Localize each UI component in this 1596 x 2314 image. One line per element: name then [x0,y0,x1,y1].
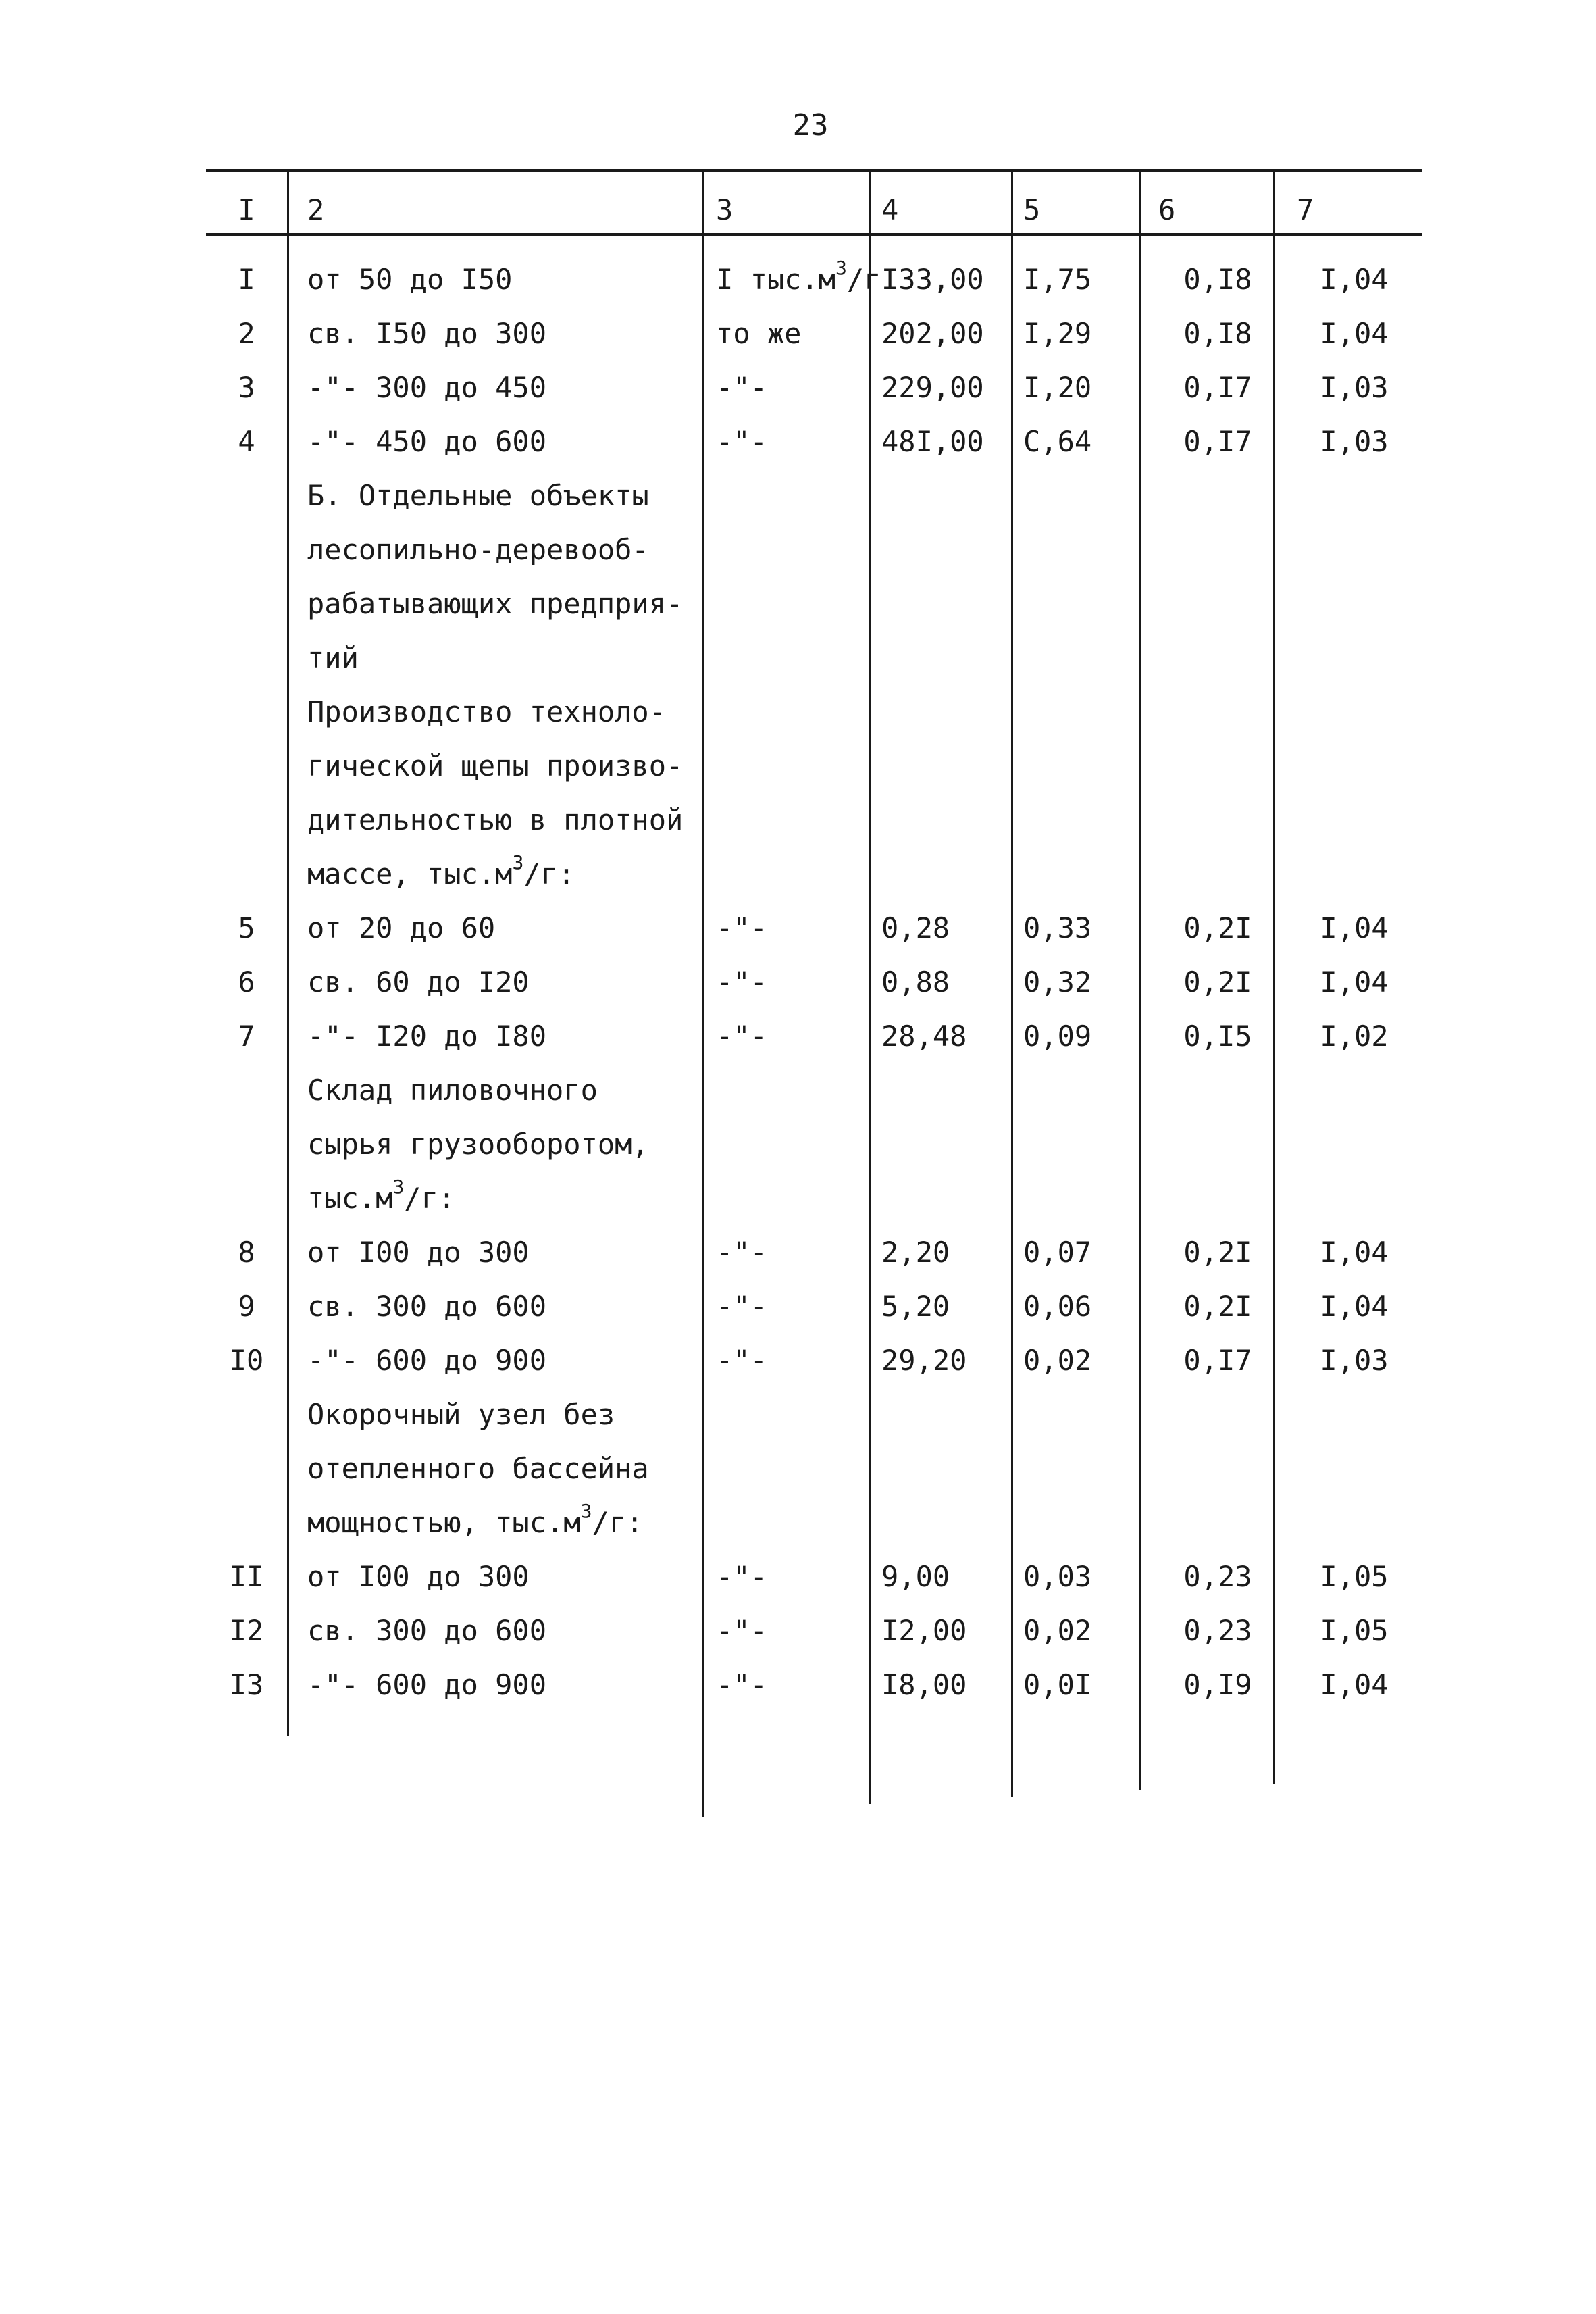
section-text: $тыс.м^3/г$: [307,1176,456,1215]
row-value-4: 229,00 [881,371,984,404]
row-number: 8 [238,1236,255,1269]
row-value-6: 0,23 [1183,1560,1252,1593]
row-unit: -"- [716,371,767,404]
header-col-4: 4 [881,193,899,226]
row-value-4: 202,00 [881,317,984,350]
header-col-2: 2 [307,193,325,226]
row-number: I [238,263,255,296]
row-value-7: I,04 [1320,911,1389,945]
row-number: I3 [229,1668,264,1701]
row-description: св. 300 до 600 [307,1290,547,1323]
row-value-5: 0,0I [1023,1668,1092,1701]
row-description: от 50 до I50 [307,263,513,296]
section-text: Окорочный узел без [307,1398,615,1431]
row-value-4: 48I,00 [881,425,984,458]
section-text: дительностью в плотной [307,803,684,836]
row-value-6: 0,I7 [1183,1344,1252,1377]
header-col-6: 6 [1158,193,1176,226]
row-number: 2 [238,317,255,350]
row-number: I0 [229,1344,264,1377]
row-value-5: 0,09 [1023,1020,1092,1053]
row-value-4: I2,00 [881,1614,967,1647]
row-description: -"- I20 до I80 [307,1020,547,1053]
row-unit: -"- [716,1614,767,1647]
row-unit: -"- [716,1020,767,1053]
section-text: Б. Отдельные объекты [307,479,649,512]
row-unit: -"- [716,1668,767,1701]
row-value-7: I,04 [1320,1668,1389,1701]
row-value-5: C,64 [1023,425,1092,458]
header-col-1: I [238,193,255,226]
row-description: -"- 300 до 450 [307,371,547,404]
row-value-7: I,04 [1320,317,1389,350]
row-value-7: I,04 [1320,1236,1389,1269]
row-number: 4 [238,425,255,458]
row-value-6: 0,I7 [1183,371,1252,404]
row-value-5: I,29 [1023,317,1092,350]
row-description: -"- 600 до 900 [307,1668,547,1701]
section-text: массе, $тыс.м^3/г$: [307,851,575,890]
row-description: св. I50 до 300 [307,317,547,350]
row-value-6: 0,23 [1183,1614,1252,1647]
page-number: 23 [792,108,829,143]
row-value-6: 0,I5 [1183,1020,1252,1053]
row-value-4: 28,48 [881,1020,967,1053]
section-text: рабатывающих предприя- [307,587,684,620]
row-value-4: 29,20 [881,1344,967,1377]
row-value-5: 0,32 [1023,965,1092,999]
row-description: св. 60 до I20 [307,965,530,999]
row-value-5: 0,03 [1023,1560,1092,1593]
section-text: отепленного бассейна [307,1452,649,1485]
row-unit: то же [716,317,802,350]
row-value-4: 2,20 [881,1236,950,1269]
header-col-5: 5 [1023,193,1041,226]
header-col-3: 3 [716,193,733,226]
row-number: II [229,1560,264,1593]
row-value-5: 0,02 [1023,1614,1092,1647]
row-value-7: I,05 [1320,1560,1389,1593]
row-description: от I00 до 300 [307,1236,530,1269]
row-unit: -"- [716,1236,767,1269]
row-value-5: 0,07 [1023,1236,1092,1269]
row-value-4: 9,00 [881,1560,950,1593]
row-value-5: I,75 [1023,263,1092,296]
row-value-6: 0,2I [1183,1236,1252,1269]
row-value-6: 0,I8 [1183,263,1252,296]
section-text: сырья грузооборотом, [307,1128,649,1161]
row-unit: -"- [716,1560,767,1593]
row-value-6: 0,I7 [1183,425,1252,458]
row-unit: -"- [716,965,767,999]
row-number: I2 [229,1614,264,1647]
row-value-7: I,04 [1320,263,1389,296]
row-number: 6 [238,965,255,999]
row-unit: -"- [716,425,767,458]
table-header-rule [206,233,1422,236]
section-text: тий [307,641,359,674]
row-value-6: 0,I9 [1183,1668,1252,1701]
row-value-4: 5,20 [881,1290,950,1323]
column-divider [869,169,871,1804]
row-value-7: I,03 [1320,371,1389,404]
row-number: 7 [238,1020,255,1053]
row-description: от I00 до 300 [307,1560,530,1593]
column-divider [1011,169,1013,1797]
row-description: -"- 600 до 900 [307,1344,547,1377]
row-value-7: I,03 [1320,425,1389,458]
row-value-5: I,20 [1023,371,1092,404]
column-divider [287,169,289,1736]
section-text: лесопильно-деревооб- [307,533,649,566]
row-number: 3 [238,371,255,404]
row-value-7: I,05 [1320,1614,1389,1647]
row-description: св. 300 до 600 [307,1614,547,1647]
row-unit: -"- [716,911,767,945]
section-text: гической щепы произво- [307,749,684,782]
row-value-5: 0,06 [1023,1290,1092,1323]
row-value-6: 0,2I [1183,1290,1252,1323]
row-number: 9 [238,1290,255,1323]
section-text: Склад пиловочного [307,1074,598,1107]
row-number: 5 [238,911,255,945]
row-value-5: 0,33 [1023,911,1092,945]
column-divider [1139,169,1141,1790]
row-value-6: 0,2I [1183,911,1252,945]
row-value-4: 0,28 [881,911,950,945]
row-value-4: I33,00 [881,263,984,296]
row-value-7: I,04 [1320,965,1389,999]
header-col-7: 7 [1297,193,1314,226]
row-value-5: 0,02 [1023,1344,1092,1377]
data-table [206,169,1422,1817]
row-value-7: I,03 [1320,1344,1389,1377]
row-unit: -"- [716,1290,767,1323]
row-value-7: I,04 [1320,1290,1389,1323]
row-unit: -"- [716,1344,767,1377]
row-value-4: I8,00 [881,1668,967,1701]
column-divider [702,169,704,1817]
row-value-6: 0,I8 [1183,317,1252,350]
table-top-rule [206,169,1422,172]
row-value-6: 0,2I [1183,965,1252,999]
row-unit: I $тыс.м^3/г$ [716,257,881,296]
row-value-4: 0,88 [881,965,950,999]
section-text: Производство техноло- [307,695,667,728]
row-description: -"- 450 до 600 [307,425,547,458]
section-text: мощностью, $тыс.м^3/г$: [307,1500,644,1539]
row-description: от 20 до 60 [307,911,496,945]
row-value-7: I,02 [1320,1020,1389,1053]
